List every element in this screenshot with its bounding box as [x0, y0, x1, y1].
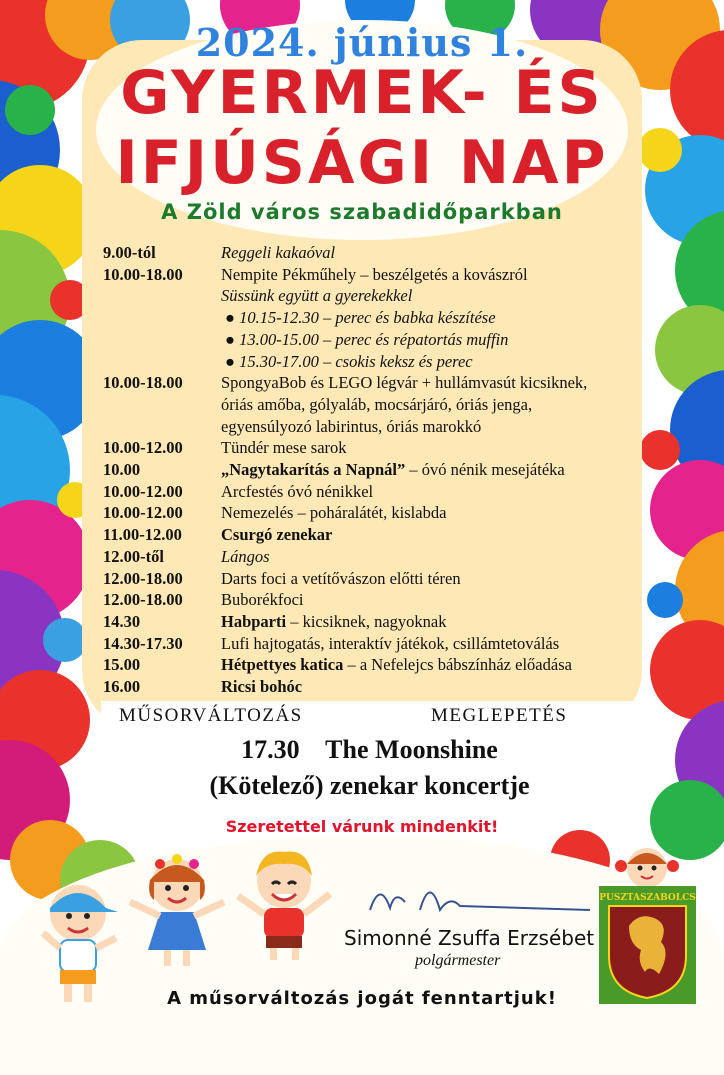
- title-line-2: IFJÚSÁGI NAP: [115, 128, 609, 198]
- schedule-description: [221, 524, 683, 546]
- venue-subtitle: A Zöld város szabadidőparkban: [161, 200, 563, 224]
- schedule-description: [221, 611, 683, 633]
- schedule-row: [103, 264, 683, 286]
- schedule-row: [103, 502, 683, 524]
- schedule-highlight: Habparti: [221, 611, 287, 631]
- signature-scribble: [360, 870, 600, 930]
- schedule-text: Reggeli kakaóval: [221, 243, 336, 262]
- schedule-description: [221, 676, 683, 698]
- schedule-row: [103, 589, 683, 611]
- schedule-row: [103, 654, 683, 676]
- schedule-row: [103, 546, 683, 568]
- schedule-row: [103, 633, 683, 655]
- schedule-time: [103, 416, 221, 438]
- mayor-name: Simonné Zsuffa Erzsébet: [344, 926, 595, 950]
- schedule-time: 11.00-12.00: [103, 525, 182, 545]
- schedule-text: Nempite Pékműhely – beszélgetés a kovászról: [221, 264, 528, 284]
- schedule-text: ● 15.30-17.00 – csokis keksz és perec: [225, 351, 473, 371]
- schedule-text: – óvó nénik mesejátéka: [405, 460, 565, 480]
- schedule-text: – kicsiknek, nagyoknak: [286, 611, 447, 631]
- crest-label: PUSZTASZABOLCS: [599, 893, 696, 903]
- schedule-description: [221, 654, 683, 676]
- schedule-time: 16.00: [103, 677, 141, 697]
- schedule-time: 10.00-18.00: [103, 264, 183, 284]
- schedule-description: [221, 546, 683, 568]
- kid-boy-red-shirt-illustration: [232, 846, 337, 961]
- schedule-time: 10.00-12.00: [103, 481, 183, 501]
- schedule-description: [221, 416, 683, 438]
- schedule-description: [221, 481, 683, 503]
- schedule-row: [103, 394, 683, 416]
- schedule-description: [221, 307, 683, 329]
- town-crest: [599, 846, 696, 1006]
- schedule-time: 14.30: [103, 611, 141, 631]
- schedule-text: ● 10.15-12.30 – perec és babka készítése: [225, 308, 496, 328]
- schedule-time: [103, 307, 221, 329]
- welcome-message: Szeretettel várunk mindenkit!: [225, 817, 499, 836]
- schedule-description: [221, 264, 683, 286]
- schedule-highlight: „Nagytakarítás a Napnál”: [221, 460, 406, 480]
- schedule-time: [103, 394, 221, 416]
- schedule-row: [103, 351, 683, 373]
- schedule-row: [103, 459, 683, 481]
- schedule-description: [221, 568, 683, 590]
- schedule-row: [103, 285, 683, 307]
- schedule-time: 10.00-18.00: [103, 373, 183, 393]
- schedule-time: 10.00-12.00: [103, 503, 183, 523]
- schedule-description: [221, 633, 683, 655]
- schedule-text: Lufi hajtogatás, interaktív játékok, csillámtetoválás: [221, 633, 560, 653]
- program-change-label: MŰSORVÁLTOZÁS: [119, 705, 303, 726]
- surprise-label: MEGLEPETÉS: [431, 705, 568, 726]
- schedule-text: Darts foci a vetítővászon előtti téren: [221, 568, 461, 588]
- schedule-description: [221, 459, 683, 481]
- schedule-highlight: Ricsi bohóc: [221, 677, 303, 697]
- schedule-time: [103, 329, 221, 351]
- concert-time-band: 17.30 The Moonshine: [241, 735, 498, 764]
- schedule-text: Arcfestés óvó nénikkel: [221, 481, 374, 501]
- schedule-row: [103, 568, 683, 590]
- title-line-1: GYERMEK- ÉS: [120, 58, 604, 128]
- schedule-row: [103, 481, 683, 503]
- event-date: 2024. június 1.: [195, 20, 529, 65]
- footer-disclaimer: A műsorváltozás jogát fenntartjuk!: [167, 988, 557, 1009]
- schedule-time: 9.00-tól: [103, 243, 156, 262]
- concert-description: (Kötelező) zenekar koncertje: [209, 771, 530, 800]
- schedule-row: [103, 242, 683, 264]
- schedule-description: [221, 329, 683, 351]
- schedule-text: – a Nefelejcs bábszínház előadása: [343, 655, 572, 675]
- schedule-description: [221, 351, 683, 373]
- schedule-text: ● 13.00-15.00 – perec és répatortás muffin: [225, 329, 509, 349]
- schedule-row: [103, 524, 683, 546]
- schedule-text: Lángos: [221, 546, 270, 566]
- schedule-time: 12.00-18.00: [103, 568, 183, 588]
- schedule-description: [221, 394, 683, 416]
- schedule-description: [221, 285, 683, 307]
- mayor-title: polgármester: [415, 952, 501, 969]
- schedule-time: [103, 285, 221, 307]
- schedule-highlight: Csurgó zenekar: [221, 525, 333, 545]
- schedule-time: 12.00-18.00: [103, 590, 183, 610]
- schedule-row: [103, 437, 683, 459]
- schedule-row: [103, 416, 683, 438]
- schedule-time: 15.00: [103, 655, 141, 675]
- schedule-time: 12.00-től: [103, 546, 164, 566]
- schedule-text: Süssünk együtt a gyerekekkel: [221, 286, 413, 306]
- schedule-time: [103, 351, 221, 373]
- schedule-text: egyensúlyozó labirintus, óriás marokkó: [221, 416, 482, 436]
- program-schedule: [103, 242, 683, 698]
- schedule-text: Buborékfoci: [221, 590, 304, 610]
- schedule-time: 10.00-12.00: [103, 438, 183, 458]
- kid-girl-flower-crown-illustration: [122, 850, 232, 970]
- schedule-highlight: Hétpettyes katica: [221, 655, 344, 675]
- schedule-description: [221, 437, 683, 459]
- schedule-row: [103, 372, 683, 394]
- schedule-row: [103, 307, 683, 329]
- schedule-row: [103, 611, 683, 633]
- schedule-text: SpongyaBob és LEGO légvár + hullámvasút kicsiknek,: [221, 373, 588, 393]
- schedule-row: [103, 676, 683, 698]
- schedule-description: [221, 372, 683, 394]
- schedule-description: [221, 502, 683, 524]
- schedule-text: óriás amőba, gólyaláb, mocsárjáró, óriás jenga,: [221, 394, 533, 414]
- schedule-description: [221, 589, 683, 611]
- schedule-row: [103, 329, 683, 351]
- schedule-text: Nemezelés – poháralátét, kislabda: [221, 503, 447, 523]
- schedule-description: [221, 242, 683, 264]
- schedule-time: 10.00: [103, 460, 141, 480]
- schedule-time: 14.30-17.30: [103, 633, 183, 653]
- schedule-text: Tündér mese sarok: [221, 438, 347, 458]
- highlight-box: [101, 701, 638, 807]
